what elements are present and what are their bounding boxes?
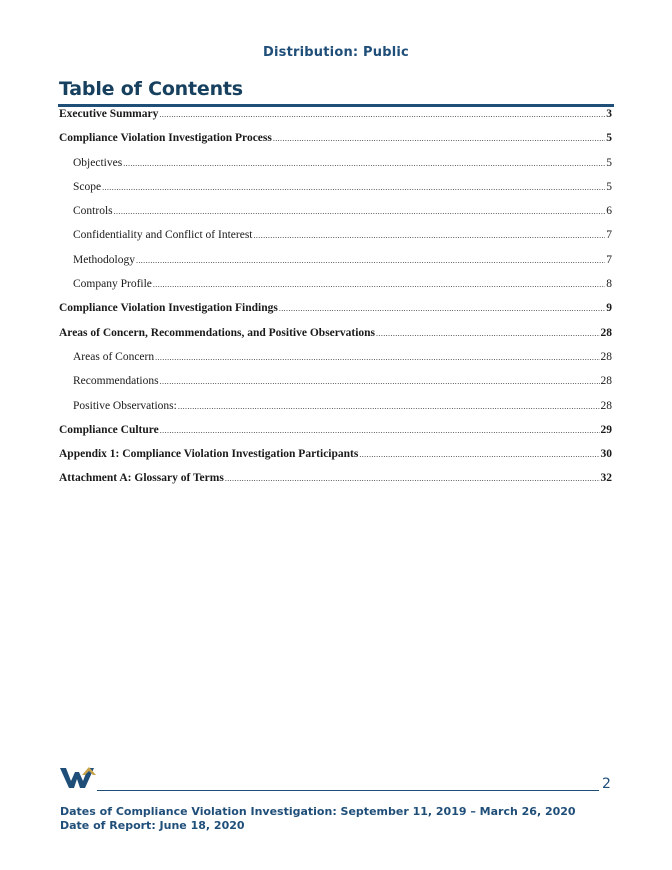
page-title: Table of Contents — [59, 78, 243, 100]
toc-entry-page: 5 — [606, 156, 612, 169]
toc-entry[interactable] — [59, 400, 612, 424]
toc-entry-label: Areas of Concern — [73, 350, 155, 363]
investigation-dates: Dates of Compliance Violation Investigation: September 11, 2019 – March 26, 2020 — [60, 805, 576, 818]
toc-dot-leader — [114, 207, 606, 216]
toc-entry-page: 32 — [600, 472, 612, 485]
toc-dot-leader — [359, 450, 599, 459]
toc-entry[interactable] — [59, 157, 612, 181]
toc-dot-leader — [376, 329, 599, 338]
toc-entry-page: 5 — [606, 132, 612, 145]
toc-dot-leader — [159, 110, 605, 119]
toc-entry-label: Compliance Violation Investigation Process — [59, 132, 272, 145]
report-date: Date of Report: June 18, 2020 — [60, 819, 245, 832]
toc-entry-page: 7 — [606, 253, 612, 266]
toc-entry[interactable] — [59, 375, 612, 399]
toc-entry-label: Confidentiality and Conflict of Interest — [73, 229, 253, 242]
toc-entry-page: 28 — [600, 399, 612, 412]
toc-dot-leader — [123, 159, 605, 168]
toc-dot-leader — [279, 304, 605, 313]
toc-entry[interactable] — [59, 351, 612, 375]
toc-entry-label: Compliance Culture — [59, 423, 159, 436]
toc-entry[interactable] — [59, 472, 612, 496]
footer-divider — [97, 790, 599, 791]
toc-entry[interactable] — [59, 448, 612, 472]
toc-entry-label: Scope — [73, 180, 102, 193]
toc-entry-page: 7 — [606, 229, 612, 242]
toc-entry-page: 30 — [600, 448, 612, 461]
toc-entry-page: 8 — [606, 278, 612, 291]
toc-entry[interactable] — [59, 205, 612, 229]
toc-entry-label: Recommendations — [73, 375, 159, 388]
toc-dot-leader — [160, 426, 600, 435]
toc-entry-page: 28 — [600, 350, 612, 363]
toc-entry-label: Attachment A: Glossary of Terms — [59, 472, 224, 485]
page-number: 2 — [602, 776, 611, 792]
toc-entry-page: 5 — [606, 180, 612, 193]
toc-entry-page: 3 — [606, 108, 612, 120]
toc-entry-label: Executive Summary — [59, 108, 159, 120]
toc-entry-page: 6 — [606, 205, 612, 218]
toc-entry-label: Objectives — [73, 156, 123, 169]
toc-entry[interactable] — [59, 302, 612, 326]
toc-entry[interactable] — [59, 132, 612, 156]
toc-entry-page: 29 — [600, 423, 612, 436]
toc-entry-label: Methodology — [73, 253, 135, 266]
toc-dot-leader — [178, 402, 600, 411]
toc-dot-leader — [254, 231, 606, 240]
toc-entry-label: Appendix 1: Compliance Violation Investigation Participants — [59, 448, 359, 461]
toc-dot-leader — [225, 474, 600, 483]
toc-entry-label: Company Profile — [73, 278, 152, 291]
toc-entry[interactable] — [59, 327, 612, 351]
toc-entry-label: Controls — [73, 205, 113, 218]
toc-dot-leader — [153, 280, 605, 289]
toc-entry[interactable] — [59, 278, 612, 302]
toc-entry-label: Areas of Concern, Recommendations, and Positive Observations — [59, 326, 376, 339]
toc-entry[interactable] — [59, 229, 612, 253]
toc-entry[interactable] — [59, 254, 612, 278]
title-divider — [58, 104, 614, 107]
toc-dot-leader — [160, 377, 600, 386]
distribution-label: Distribution: Public — [263, 45, 409, 60]
toc-dot-leader — [136, 256, 605, 265]
toc-entry[interactable] — [59, 108, 612, 132]
toc-dot-leader — [102, 183, 605, 192]
toc-dot-leader — [155, 353, 599, 362]
toc-entry-label: Compliance Violation Investigation Findings — [59, 302, 278, 315]
wecc-logo-icon — [60, 766, 98, 790]
table-of-contents — [59, 108, 612, 497]
toc-entry-page: 9 — [606, 302, 612, 315]
toc-entry-label: Positive Observations: — [73, 399, 177, 412]
toc-entry[interactable] — [59, 424, 612, 448]
toc-dot-leader — [273, 134, 605, 143]
toc-entry[interactable] — [59, 181, 612, 205]
toc-entry-page: 28 — [600, 375, 612, 388]
report-dates — [60, 805, 576, 833]
toc-entry-page: 28 — [600, 326, 612, 339]
